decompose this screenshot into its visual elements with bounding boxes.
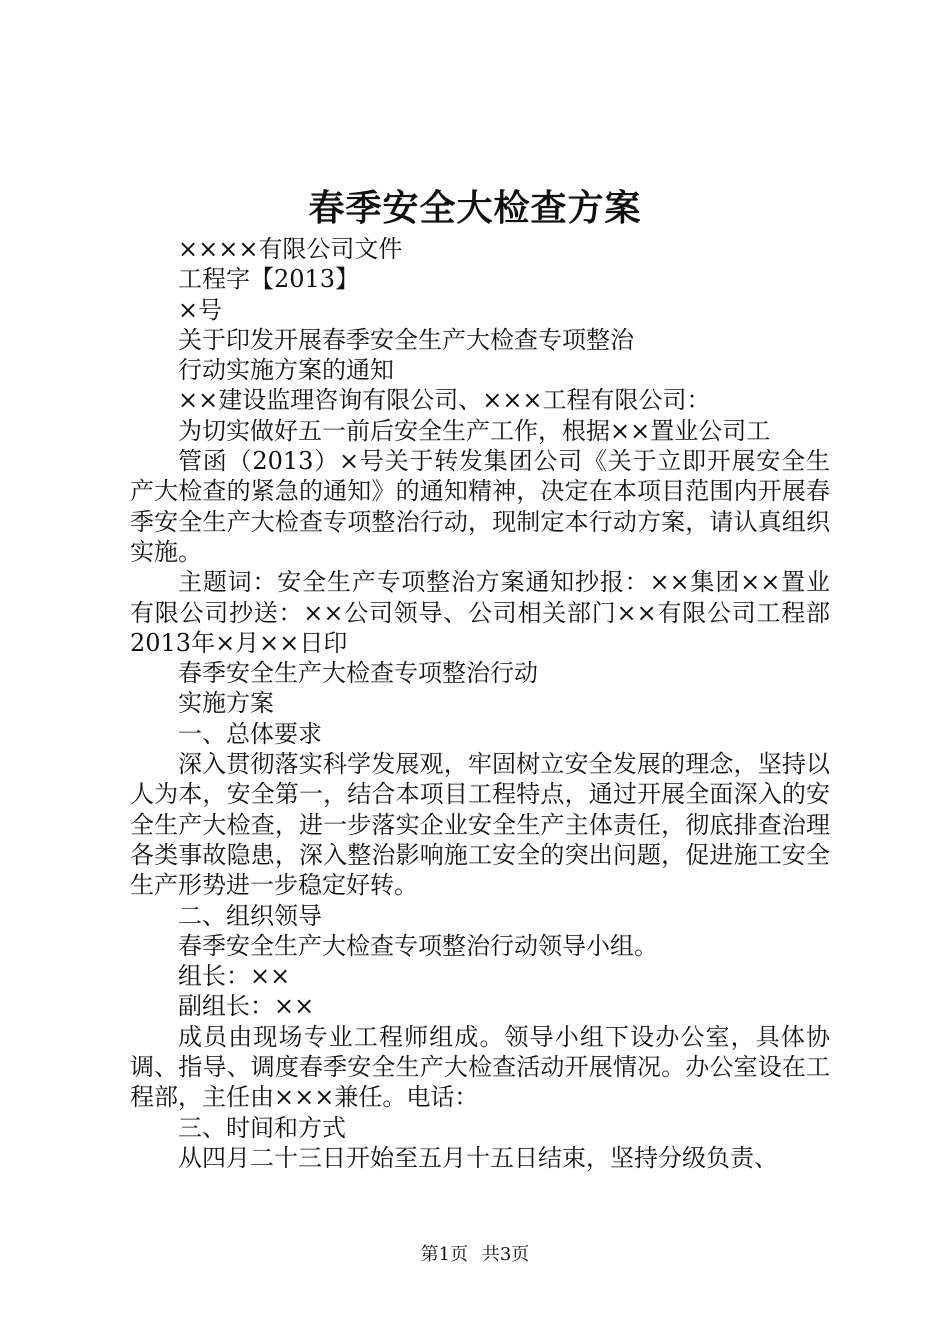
paragraph-number-suffix: ×号 — [178, 295, 223, 324]
paragraph-intro-line: 为切实做好五一前后安全生产工作，根据××置业公司工 — [178, 416, 771, 445]
paragraph-subject-words: 主题词：安全生产专项整治方案通知抄报：××集团××置业有限公司抄送：××公司领导、公司相关部门××有限公司工程部2013年×月××日印 — [130, 568, 830, 657]
paragraph-leading-group: 春季安全生产大检查专项整治行动领导小组。 — [178, 931, 658, 960]
paragraph-document-number: 工程字【2013】 — [178, 265, 360, 294]
section-heading-general: 一、总体要求 — [178, 719, 322, 748]
document-body — [130, 234, 830, 1173]
paragraph-intro-body: 管函（2013）×号关于转发集团公司《关于立即开展安全生产大检查的紧急的通知》的通知精神，决定在本项目范围内开展春季安全生产大检查专项整治行动，现制定本行动方案，请认真组织实施。 — [130, 447, 830, 566]
paragraph-plan-title-line2: 实施方案 — [178, 689, 274, 718]
page-number: 第1页 — [420, 1244, 469, 1265]
paragraph-members: 成员由现场专业工程师组成。领导小组下设办公室，具体协调、指导、调度春季安全生产大检查活动开展情况。办公室设在工程部，主任由×××兼任。电话： — [130, 1022, 830, 1112]
document-title: 春季安全大检查方案 — [308, 187, 642, 229]
paragraph-notice-title-line2: 行动实施方案的通知 — [178, 356, 394, 385]
page-total: 共3页 — [481, 1244, 530, 1265]
paragraph-recipients: ××建设监理咨询有限公司、×××工程有限公司： — [178, 386, 711, 415]
section-heading-organization: 二、组织领导 — [178, 901, 322, 930]
paragraph-general-requirements: 深入贯彻落实科学发展观，牢固树立安全发展的理念，坚持以人为本，安全第一，结合本项目工程特点，通过开展全面深入的安全生产大检查，进一步落实企业安全生产主体责任，彻底排查治理各类事故隐患，深入整治影响施工安全的突出问题，促进施工安全生产形势进一步稳定好转。 — [130, 750, 830, 900]
page-footer — [0, 1243, 950, 1267]
paragraph-company-header: ××××有限公司文件 — [178, 235, 403, 263]
paragraph-plan-title-line1: 春季安全生产大检查专项整治行动 — [178, 659, 538, 688]
paragraph-notice-title-line1: 关于印发开展春季安全生产大检查专项整治 — [178, 325, 634, 354]
section-heading-time-method: 三、时间和方式 — [178, 1113, 346, 1142]
paragraph-group-leader: 组长：×× — [178, 962, 291, 991]
paragraph-deputy-leader: 副组长：×× — [178, 992, 315, 1021]
paragraph-time-method: 从四月二十三日开始至五月十五日结束，坚持分级负责、 — [178, 1143, 778, 1172]
